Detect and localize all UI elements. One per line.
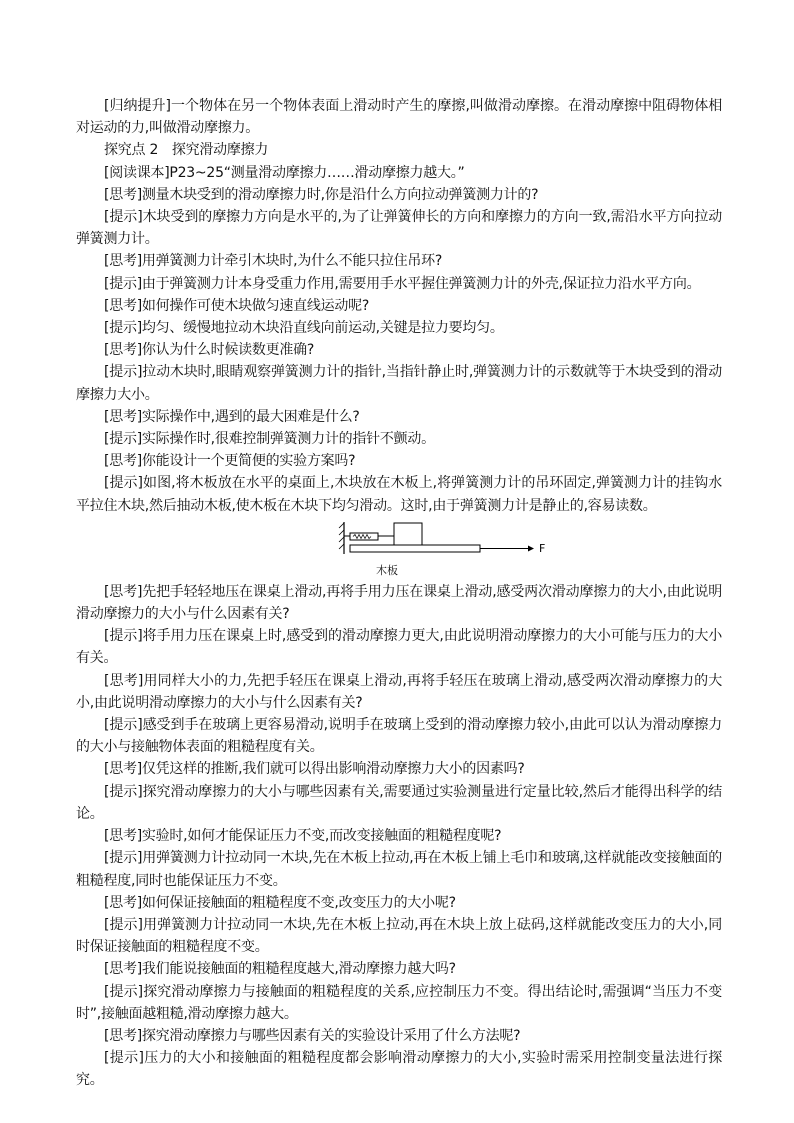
paragraph: [思考]如何保证接触面的粗糙程度不变,改变压力的大小呢? bbox=[104, 894, 456, 911]
paragraph: [阅读课本]P23~25“测量滑动摩擦力……滑动摩擦力越大。” bbox=[104, 164, 465, 181]
paragraph: [提示]由于弹簧测力计本身受重力作用,需要用手水平握住弹簧测力计的外壳,保证拉力沿水平方向。 bbox=[104, 275, 701, 292]
force-label: F bbox=[539, 541, 546, 555]
section-heading: 探究点 2 探究滑动摩擦力 bbox=[104, 142, 269, 159]
paragraph: [思考]实际操作中,遇到的最大困难是什么? bbox=[104, 408, 360, 425]
paragraph: [思考]先把手轻轻地压在课桌上滑动,再将手用力压在课桌上滑动,感受两次滑动摩擦力的大小,由此说明滑动摩擦力的大小与什么因素有关? bbox=[76, 583, 722, 623]
paragraph-summary: [归纳提升]一个物体在另一个物体表面上滑动时产生的摩擦,叫做滑动摩擦。在滑动摩擦中阻碍物体相对运动的力,叫做滑动摩擦力。 bbox=[76, 98, 722, 137]
paragraph: [提示]将手用力压在课桌上时,感受到的滑动摩擦力更大,由此说明滑动摩擦力的大小可能与压力的大小有关。 bbox=[76, 628, 722, 667]
paragraph: [思考]仅凭这样的推断,我们就可以得出影响滑动摩擦力大小的因素吗? bbox=[104, 761, 525, 778]
paragraph: [思考]你能设计一个更简便的实验方案吗? bbox=[104, 453, 356, 470]
figure-caption: 木板 bbox=[376, 563, 398, 577]
paragraph: [提示]木块受到的摩擦力方向是水平的,为了让弹簧伸长的方向和摩擦力的方向一致,需沿水平方向拉动弹簧测力计。 bbox=[76, 209, 722, 248]
paragraph: [提示]压力的大小和接触面的粗糙程度都会影响滑动摩擦力的大小,实验时需采用控制变量法进行探究。 bbox=[76, 1050, 722, 1089]
paragraph: [提示]均匀、缓慢地拉动木块沿直线向前运动,关键是拉力要均匀。 bbox=[104, 320, 504, 337]
paragraph: [提示]感受到手在玻璃上更容易滑动,说明手在玻璃上受到的滑动摩擦力较小,由此可以认为滑动摩擦力的大小与接触物体表面的粗糙程度有关。 bbox=[76, 717, 722, 756]
paragraph: [提示]实际操作时,很难控制弹簧测力计的指针不颤动。 bbox=[104, 431, 435, 448]
paragraph: [思考]如何操作可使木块做匀速直线运动呢? bbox=[104, 297, 370, 314]
paragraph: [思考]探究滑动摩擦力与哪些因素有关的实验设计采用了什么方法呢? bbox=[104, 1027, 521, 1044]
paragraph: [提示]用弹簧测力计拉动同一木块,先在木板上拉动,再在木板上铺上毛巾和玻璃,这样就能改变接触面的粗糙程度,同时也能保证压力不变。 bbox=[76, 850, 722, 889]
experiment-figure bbox=[76, 520, 722, 580]
paragraph: [思考]用同样大小的力,先把手轻压在课桌上滑动,再将手轻压在玻璃上滑动,感受两次滑动摩擦力的大小,由此说明滑动摩擦力的大小与什么因素有关? bbox=[76, 672, 722, 711]
paragraph: [思考]测量木块受到的滑动摩擦力时,你是沿什么方向拉动弹簧测力计的? bbox=[104, 186, 539, 203]
document-body bbox=[76, 95, 722, 1092]
paragraph: [思考]你认为什么时候读数更准确? bbox=[104, 342, 315, 359]
wood-block bbox=[394, 523, 422, 545]
paragraph: [思考]我们能说接触面的粗糙程度越大,滑动摩擦力越大吗? bbox=[104, 961, 456, 978]
paragraph: [提示]如图,将木板放在水平的桌面上,木块放在木板上,将弹簧测力计的吊环固定,弹簧测力计的挂钩水平拉住木块,然后抽动木板,使木板在木块下均匀滑动。这时,由于弹簧测力计是静止的,容易读数。 bbox=[76, 475, 722, 514]
experiment-diagram bbox=[336, 520, 566, 560]
paragraph: [提示]拉动木块时,眼睛观察弹簧测力计的指针,当指针静止时,弹簧测力计的示数就等于木块受到的滑动摩擦力大小。 bbox=[76, 364, 722, 403]
wood-board bbox=[350, 545, 480, 552]
paragraph: [提示]探究滑动摩擦力的大小与哪些因素有关,需要通过实验测量进行定量比较,然后才能得出科学的结论。 bbox=[76, 783, 722, 822]
paragraph: [思考]用弹簧测力计牵引木块时,为什么不能只拉住吊环? bbox=[104, 253, 443, 270]
paragraph: [提示]探究滑动摩擦力与接触面的粗糙程度的关系,应控制压力不变。得出结论时,需强调“当压力不变时”,接触面越粗糙,滑动摩擦力越大。 bbox=[76, 983, 722, 1022]
paragraph: [思考]实验时,如何才能保证压力不变,而改变接触面的粗糙程度呢? bbox=[104, 828, 502, 845]
paragraph: [提示]用弹簧测力计拉动同一木块,先在木板上拉动,再在木块上放上砝码,这样就能改变压力的大小,同时保证接触面的粗糙程度不变。 bbox=[76, 916, 722, 956]
